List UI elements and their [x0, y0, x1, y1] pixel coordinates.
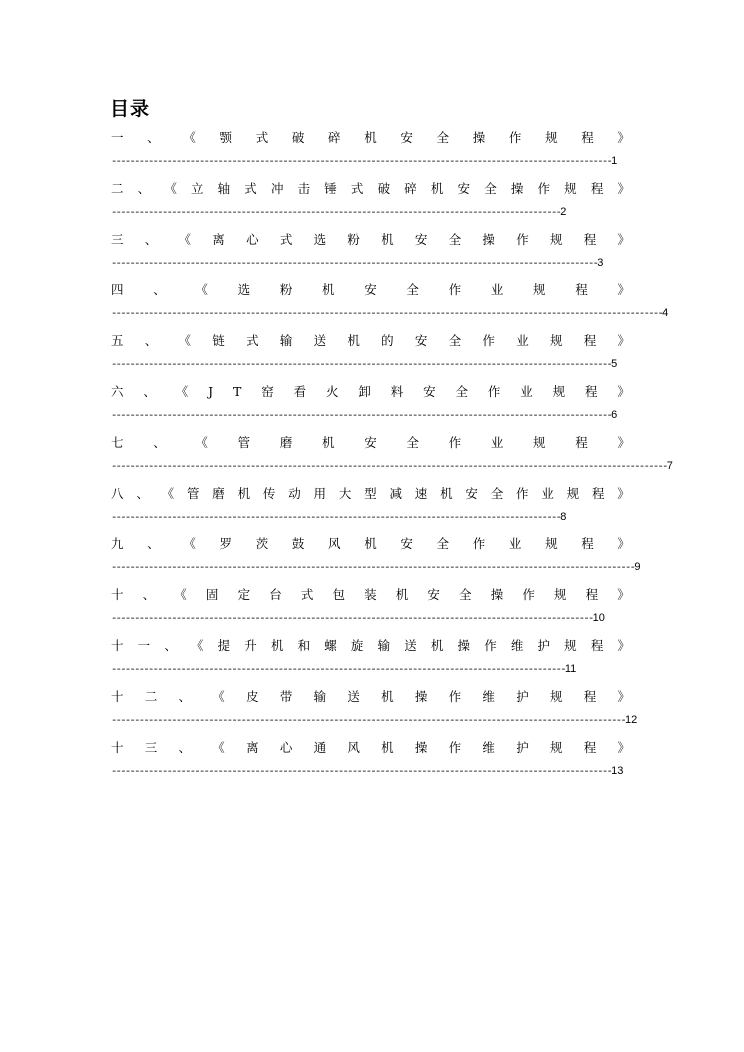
leader-dashes: ------------------------------------------------------------------------------------------------------------	[111, 765, 612, 778]
leader-dashes: ------------------------------------------------------------------------------------------------------------	[111, 156, 612, 168]
toc-entry-leader	[111, 256, 630, 271]
toc-entry[interactable]	[111, 738, 630, 779]
leader-dashes: -----------------------------------------------------------------------------------------------------------------	[111, 562, 635, 575]
leader-dashes: -----------------------------------------------------------------------------------------------------------------------	[111, 308, 663, 321]
toc-entry[interactable]	[111, 382, 630, 423]
toc-page-number: 2	[560, 205, 567, 218]
toc-entry-leader	[111, 205, 630, 220]
toc-entry-title: 一 、 《 颚 式 破 碎 机 安 全 操 作 规 程 》	[111, 130, 630, 145]
toc-entry-title: 十 一 、 《 提 升 机 和 螺 旋 输 送 机 操 作 维 护 规 程 》	[111, 638, 630, 653]
toc-entry-title: 四 、 《 选 粉 机 安 全 作 业 规 程 》	[111, 282, 630, 298]
toc-entry-leader	[111, 306, 669, 321]
toc-entry[interactable]	[111, 484, 630, 525]
toc-entry[interactable]	[111, 534, 641, 575]
toc-page-number: 1	[611, 155, 618, 167]
toc-entry[interactable]	[111, 179, 630, 220]
toc-entry-leader	[111, 459, 673, 474]
toc-page-number: 11	[564, 663, 577, 675]
toc-entry-leader	[111, 510, 630, 525]
toc-entry-leader	[111, 662, 630, 677]
toc-entry[interactable]	[111, 280, 669, 321]
toc-page-number: 7	[666, 459, 673, 472]
toc-entry[interactable]	[111, 433, 673, 474]
toc-page-number: 13	[611, 764, 624, 777]
leader-dashes: -------------------------------------------------------------------------------------------------	[111, 511, 561, 524]
toc-entry-leader	[111, 764, 630, 779]
toc-page-number: 12	[625, 713, 638, 726]
toc-entry-title: 二 、 《 立 轴 式 冲 击 锤 式 破 碎 机 安 全 操 作 规 程 》	[111, 180, 630, 196]
leader-dashes: ------------------------------------------------------------------------------------------------------------	[111, 410, 612, 422]
toc-page-number: 8	[560, 510, 567, 523]
toc-entry-leader	[111, 611, 630, 626]
toc-entry-leader	[111, 357, 630, 372]
toc-page-number: 5	[611, 358, 618, 371]
leader-dashes: ---------------------------------------------------------------------------------------------------------------	[111, 714, 626, 727]
leader-dashes: -------------------------------------------------------------------------------------------------	[111, 206, 561, 219]
toc-entry-title: 五 、 《 链 式 输 送 机 的 安 全 作 业 规 程 》	[111, 333, 630, 349]
leader-dashes: ---------------------------------------------------------------------------------------------------------	[111, 257, 598, 270]
leader-dashes: ------------------------------------------------------------------------------------------------------------	[111, 359, 612, 372]
toc-entry-title: 十 三 、 《 离 心 通 风 机 操 作 维 护 规 程 》	[111, 739, 630, 755]
toc-page-number: 4	[662, 307, 669, 320]
leader-dashes: --------------------------------------------------------------------------------------------------	[111, 664, 565, 676]
toc-entry[interactable]	[111, 636, 630, 677]
toc-title: 目录	[110, 98, 151, 120]
toc-entry-title: 九 、 《 罗 茨 鼓 风 机 安 全 作 业 规 程 》	[111, 536, 630, 552]
leader-dashes: ------------------------------------------------------------------------------------------------------------------------	[111, 460, 667, 473]
toc-entry-title: 六 、 《 J T 窑 看 火 卸 料 安 全 作 业 规 程 》	[111, 384, 630, 399]
toc-page-number: 6	[611, 409, 618, 421]
toc-entry[interactable]	[111, 128, 630, 169]
toc-entry-title: 三 、 《 离 心 式 选 粉 机 安 全 操 作 规 程 》	[111, 231, 630, 247]
toc-entry-leader	[111, 560, 641, 575]
toc-page-number: 10	[592, 612, 605, 625]
toc-page-number: 9	[634, 561, 641, 574]
toc-entry[interactable]	[111, 331, 630, 372]
toc-entry[interactable]	[111, 687, 638, 728]
toc-entry[interactable]	[111, 230, 630, 271]
toc-entry-leader	[111, 154, 630, 169]
toc-entry-leader	[111, 408, 630, 423]
toc-entry-title: 七 、 《 管 磨 机 安 全 作 业 规 程 》	[111, 434, 630, 450]
toc-entry-title: 八 、 《 管 磨 机 传 动 用 大 型 减 速 机 安 全 作 业 规 程 》	[111, 485, 630, 501]
toc-page-number: 3	[597, 256, 604, 269]
toc-entry[interactable]	[111, 585, 630, 626]
toc-entry-title: 十 二 、 《 皮 带 输 送 机 操 作 维 护 规 程 》	[111, 688, 630, 704]
toc-entry-title: 十 、 《 固 定 台 式 包 装 机 安 全 操 作 规 程 》	[111, 587, 630, 603]
toc-entry-leader	[111, 713, 638, 728]
leader-dashes: --------------------------------------------------------------------------------------------------------	[111, 613, 593, 626]
